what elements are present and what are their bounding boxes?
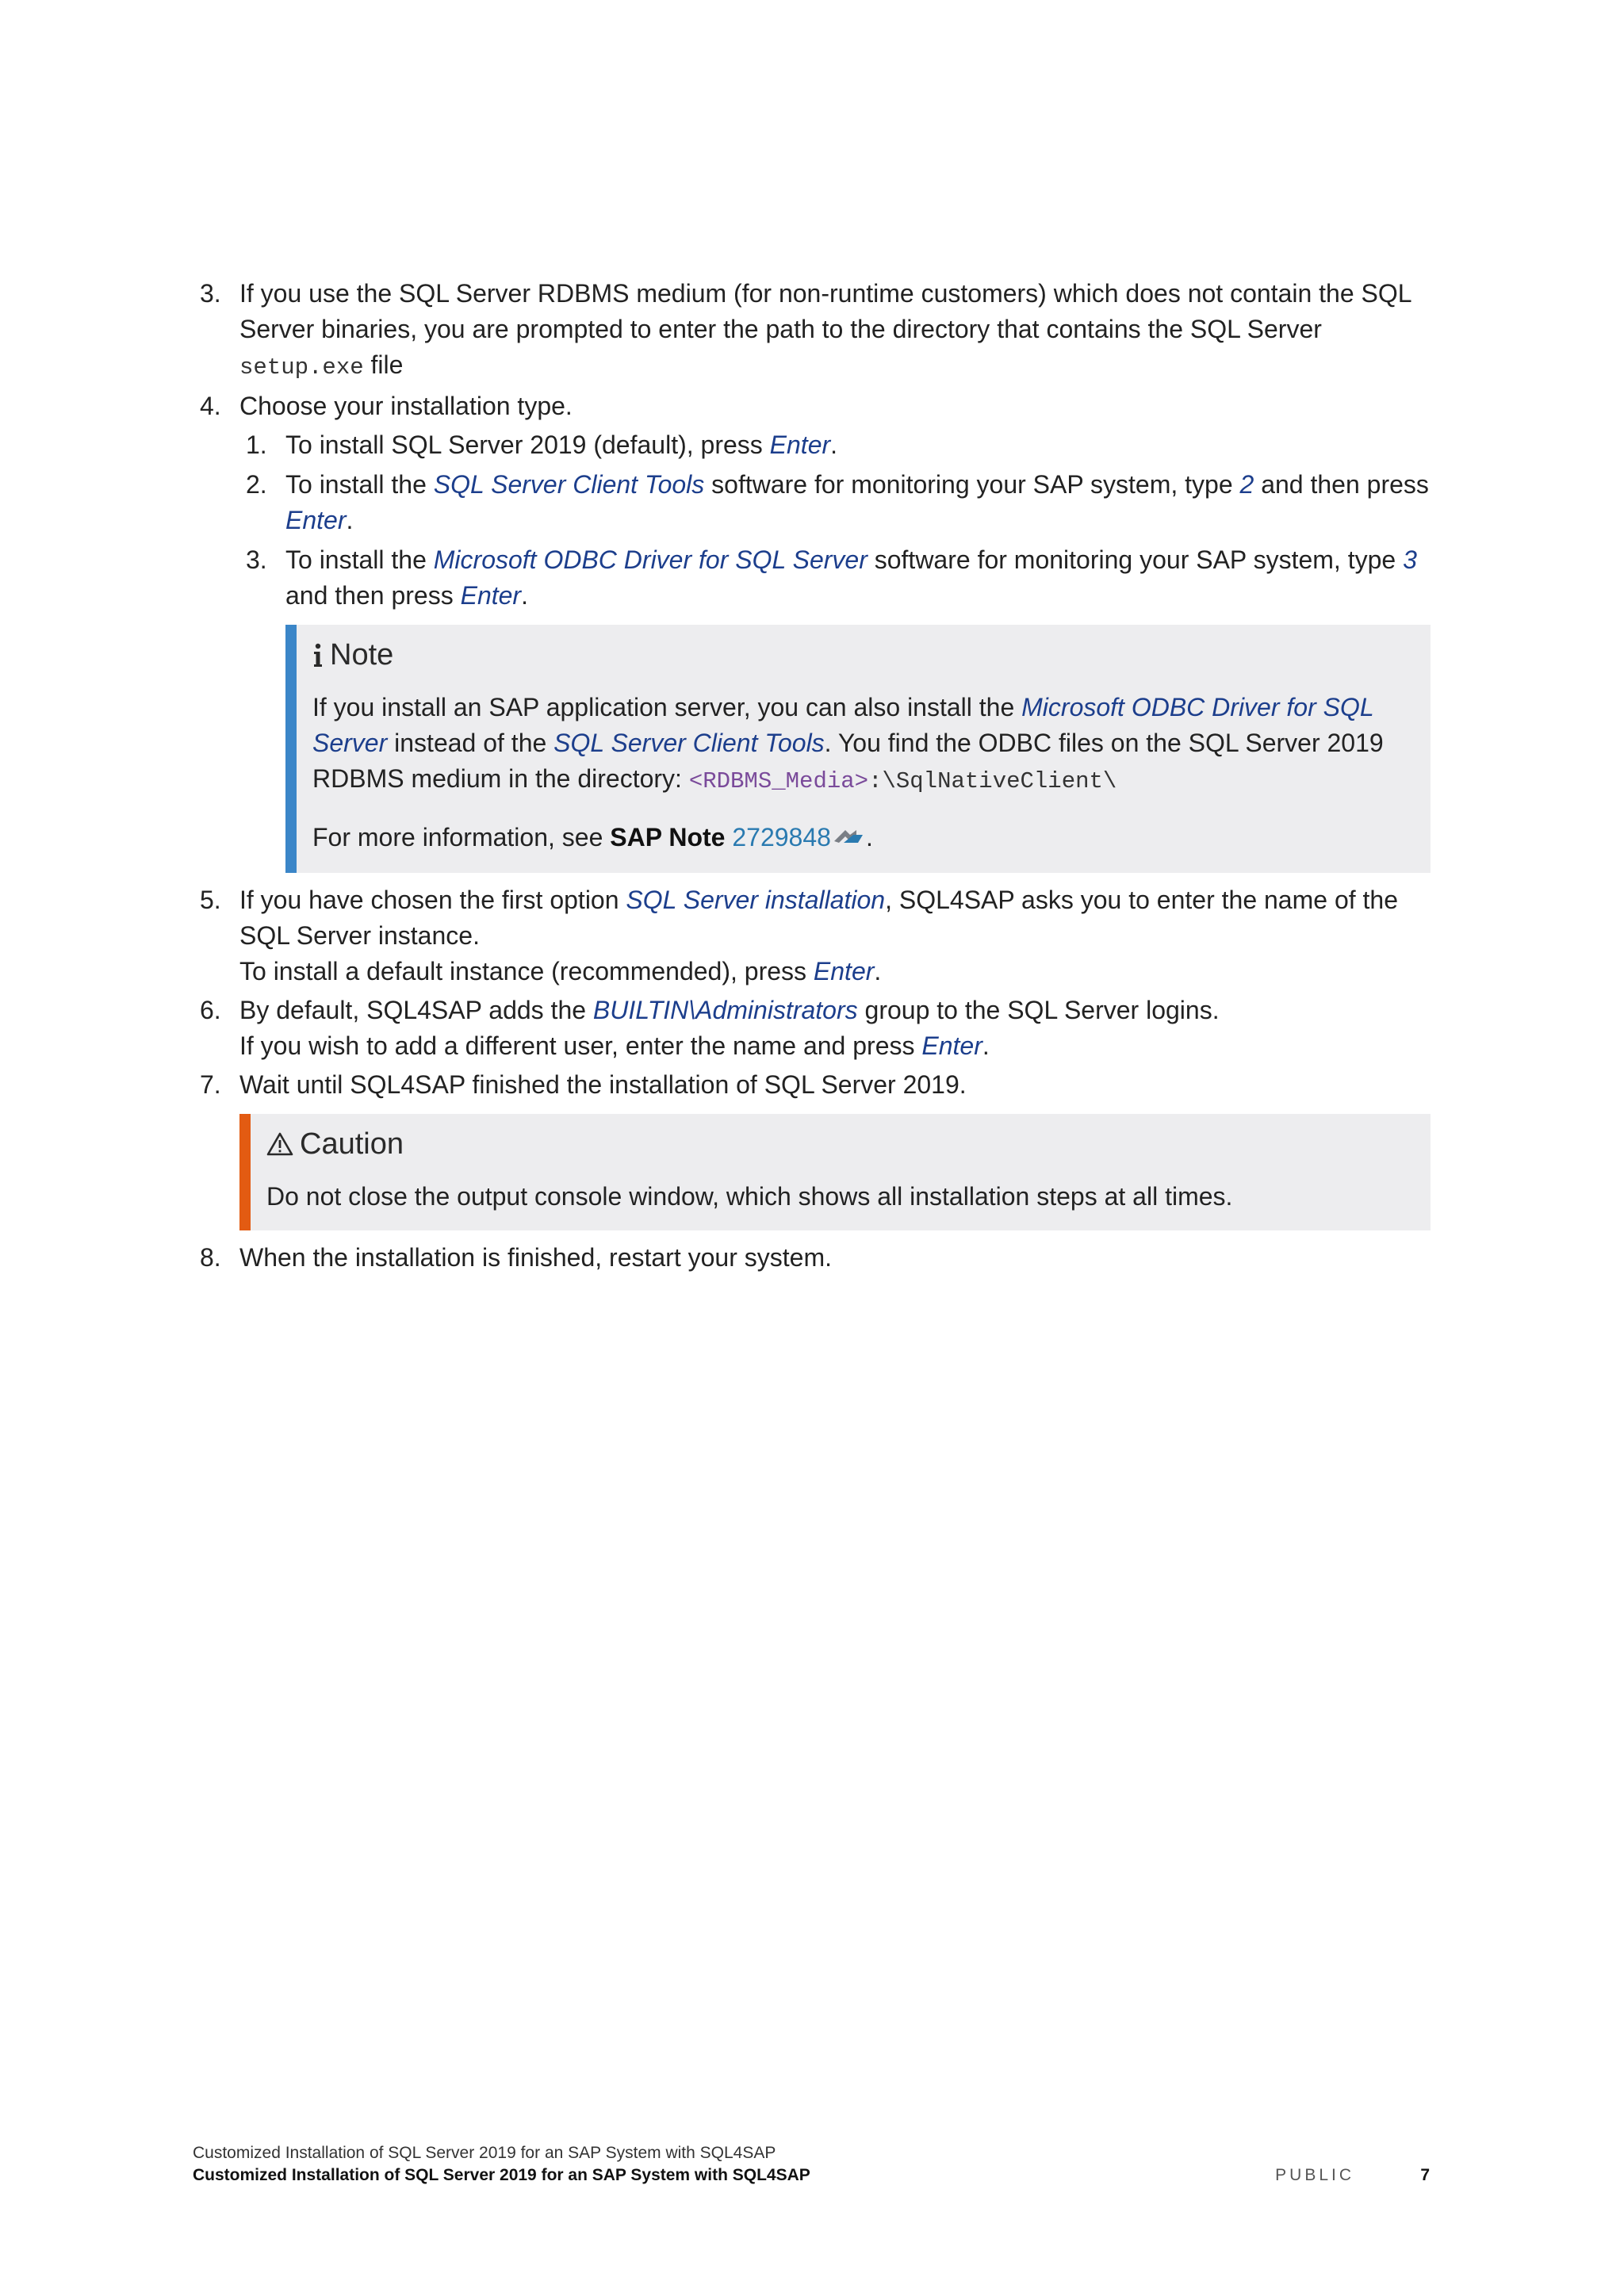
step-8 xyxy=(200,1240,1431,1276)
warning-icon xyxy=(266,1131,293,1157)
caution-title-text: Caution xyxy=(300,1127,404,1161)
step-text: If you use the SQL Server RDBMS medium (for non-runtime customers) which does not contain the SQL Server binaries, you are prompted to enter the path to the directory that contains the SQL Server xyxy=(239,279,1411,343)
caution-callout xyxy=(239,1114,1431,1230)
keyword-enter: Enter xyxy=(921,1031,982,1061)
note-callout xyxy=(285,625,1431,873)
footer-section-title: Customized Installation of SQL Server 2019 for an SAP System with SQL4SAP xyxy=(193,2166,810,2184)
sap-note-link[interactable]: 2729848 xyxy=(732,823,831,851)
substep-number: 2. xyxy=(246,470,267,499)
option-sql-server-installation: SQL Server installation xyxy=(626,886,886,915)
caution-accent-bar xyxy=(239,1114,251,1230)
substep-text: To install the xyxy=(285,470,434,499)
option-number: 2 xyxy=(1239,470,1254,499)
note-paragraph xyxy=(312,690,1399,799)
sap-note-label: SAP Note xyxy=(610,823,726,851)
substep-2 xyxy=(200,467,1431,538)
step-text: group to the SQL Server logins. xyxy=(857,996,1220,1025)
substep-text: . xyxy=(346,506,354,534)
step-7 xyxy=(200,1067,1431,1103)
step-text: To install a default instance (recommended), press xyxy=(239,957,814,986)
step-6 xyxy=(200,993,1431,1064)
page-footer xyxy=(193,2142,1430,2187)
caution-title xyxy=(266,1123,1399,1165)
note-title-text: Note xyxy=(330,638,394,672)
note-accent-bar xyxy=(285,625,297,873)
step-text: . xyxy=(982,1031,990,1061)
substep-1 xyxy=(200,427,1431,463)
step-number: 7. xyxy=(200,1070,221,1100)
step-text: file xyxy=(363,350,404,379)
footer-document-title: Customized Installation of SQL Server 2019 for an SAP System with SQL4SAP xyxy=(193,2144,776,2162)
option-odbc-driver: Microsoft ODBC Driver for SQL Server xyxy=(433,545,868,574)
step-5 xyxy=(200,882,1431,989)
substep-number: 3. xyxy=(246,545,267,574)
keyword-enter: Enter xyxy=(769,430,831,459)
page-number: 7 xyxy=(1420,2166,1430,2184)
step-text: When the installation is finished, restart your system. xyxy=(239,1243,832,1272)
keyword-enter: Enter xyxy=(460,581,522,610)
substep-list xyxy=(200,427,1431,614)
note-text: . You find the ODBC files on the SQL Server 2019 RDBMS medium in the directory: xyxy=(312,729,1384,793)
option-client-tools: SQL Server Client Tools xyxy=(433,470,705,499)
substep-text: To install the xyxy=(285,545,434,574)
odbc-driver-term: Microsoft ODBC Driver for SQL Server xyxy=(312,693,1374,757)
note-title xyxy=(312,634,1399,675)
step-number: 8. xyxy=(200,1243,221,1272)
step-text: If you wish to add a different user, enter the name and press xyxy=(239,1031,922,1061)
note-text: . xyxy=(865,823,873,851)
substep-text: and then press xyxy=(285,581,461,610)
option-number: 3 xyxy=(1403,545,1417,574)
substep-3 xyxy=(200,542,1431,614)
classification-label: PUBLIC xyxy=(1275,2166,1354,2184)
path-variable: <RDBMS_Media> xyxy=(688,768,869,794)
caution-text: Do not close the output console window, which shows all installation steps at all times. xyxy=(266,1182,1233,1211)
step-number: 4. xyxy=(200,392,221,420)
step-number: 6. xyxy=(200,996,221,1025)
substep-text: . xyxy=(521,581,528,610)
substep-text: and then press xyxy=(1254,470,1429,499)
step-text: By default, SQL4SAP adds the xyxy=(239,996,593,1025)
step-text: Wait until SQL4SAP finished the installation of SQL Server 2019. xyxy=(239,1070,967,1100)
substep-text: To install SQL Server 2019 (default), press xyxy=(285,430,770,459)
substep-number: 1. xyxy=(246,430,267,459)
inline-code: setup.exe xyxy=(239,354,364,381)
builtin-administrators-group: BUILTIN\Administrators xyxy=(592,996,858,1025)
step-number: 3. xyxy=(200,279,221,308)
step-text: . xyxy=(874,957,882,986)
substep-text: software for monitoring your SAP system, type xyxy=(704,470,1240,499)
step-3 xyxy=(200,276,1431,385)
note-text: For more information, see xyxy=(312,823,611,851)
main-content xyxy=(200,276,1431,1279)
note-reference-paragraph xyxy=(312,820,1399,857)
path-code: :\SqlNativeClient\ xyxy=(868,768,1117,794)
keyword-enter: Enter xyxy=(813,957,875,986)
step-text: If you have chosen the first option xyxy=(239,886,626,915)
keyword-enter: Enter xyxy=(285,506,347,534)
note-text: If you install an SAP application server, you can also install the xyxy=(312,693,1022,721)
note-text: instead of the xyxy=(387,729,554,757)
client-tools-term: SQL Server Client Tools xyxy=(553,729,825,757)
external-link-icon[interactable] xyxy=(833,821,866,857)
step-text: , SQL4SAP asks you to enter the name of the SQL Server instance. xyxy=(239,886,1398,951)
step-4 xyxy=(200,388,1431,424)
step-text: Choose your installation type. xyxy=(239,392,573,420)
step-number: 5. xyxy=(200,886,221,915)
substep-text: software for monitoring your SAP system, type xyxy=(867,545,1404,574)
info-icon xyxy=(312,641,324,668)
substep-text: . xyxy=(830,430,838,459)
